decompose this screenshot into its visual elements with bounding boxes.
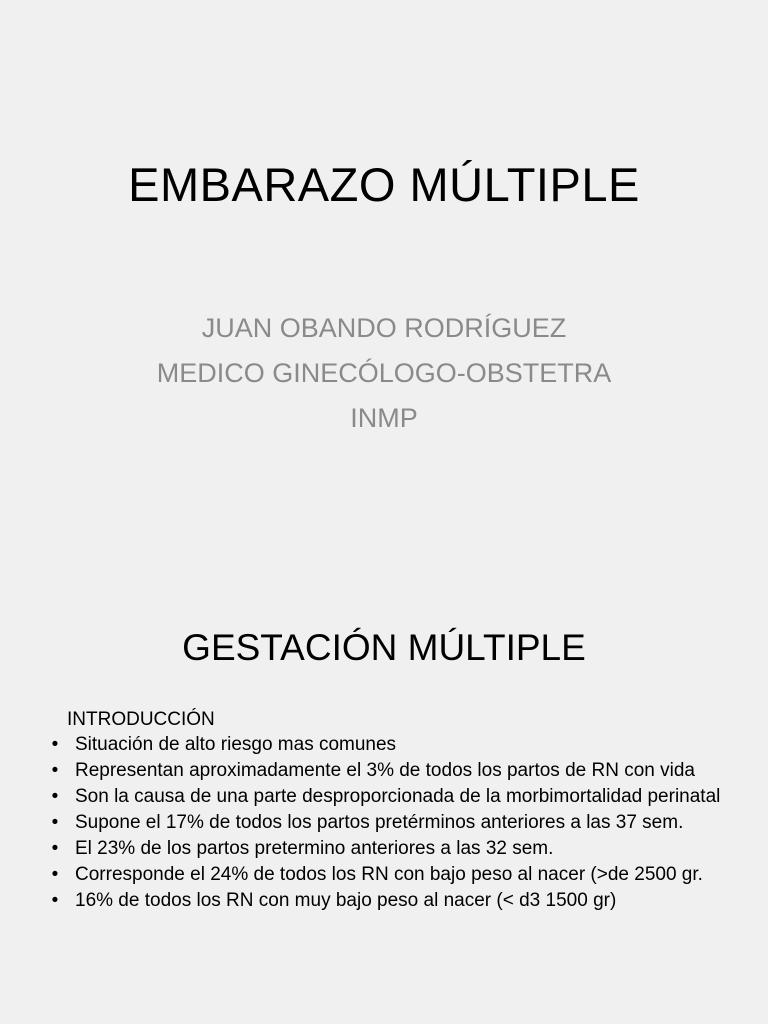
bullet-icon: • bbox=[51, 812, 59, 833]
bullet-list bbox=[46, 733, 736, 912]
bullet-item bbox=[46, 811, 736, 834]
slide-title: GESTACIÓN MÚLTIPLE bbox=[182, 627, 586, 668]
bullet-item bbox=[46, 785, 736, 808]
bullet-item bbox=[46, 837, 736, 860]
bullet-item bbox=[46, 863, 736, 886]
bullet-text: El 23% de los partos pretermino anteriores a las 32 sem. bbox=[75, 838, 554, 859]
bullet-text: 16% de todos los RN con muy bajo peso al nacer (< d3 1500 gr) bbox=[75, 890, 617, 911]
bullet-icon: • bbox=[51, 890, 59, 911]
bullet-icon: • bbox=[51, 786, 59, 807]
bullet-icon: • bbox=[51, 734, 59, 755]
section-heading: INTRODUCCIÓN bbox=[67, 709, 215, 730]
bullet-item bbox=[46, 733, 736, 756]
bullet-text: Situación de alto riesgo mas comunes bbox=[75, 734, 397, 755]
bullet-text: Supone el 17% de todos los partos pretérminos anteriores a las 37 sem. bbox=[75, 812, 684, 833]
bullet-text: Corresponde el 24% de todos los RN con bajo peso al nacer (>de 2500 gr. bbox=[75, 864, 703, 885]
bullet-icon: • bbox=[51, 864, 59, 885]
bullet-text: Representan aproximadamente el 3% de todos los partos de RN con vida bbox=[75, 760, 695, 781]
content-slide bbox=[0, 576, 768, 1024]
author-role: MEDICO GINECÓLOGO-OBSTETRA bbox=[156, 358, 612, 388]
bullet-icon: • bbox=[51, 838, 59, 859]
bullet-item bbox=[46, 889, 736, 912]
bullet-item bbox=[46, 759, 736, 782]
bullet-text: Son la causa de una parte desproporcionada de la morbimortalidad perinatal bbox=[75, 786, 721, 807]
presentation-title: EMBARAZO MÚLTIPLE bbox=[128, 158, 640, 211]
institution-name: INMP bbox=[350, 403, 418, 433]
slide-content bbox=[46, 708, 736, 915]
presentation-subtitle bbox=[0, 306, 768, 441]
bullet-icon: • bbox=[51, 760, 59, 781]
author-name: JUAN OBANDO RODRÍGUEZ bbox=[201, 313, 567, 343]
